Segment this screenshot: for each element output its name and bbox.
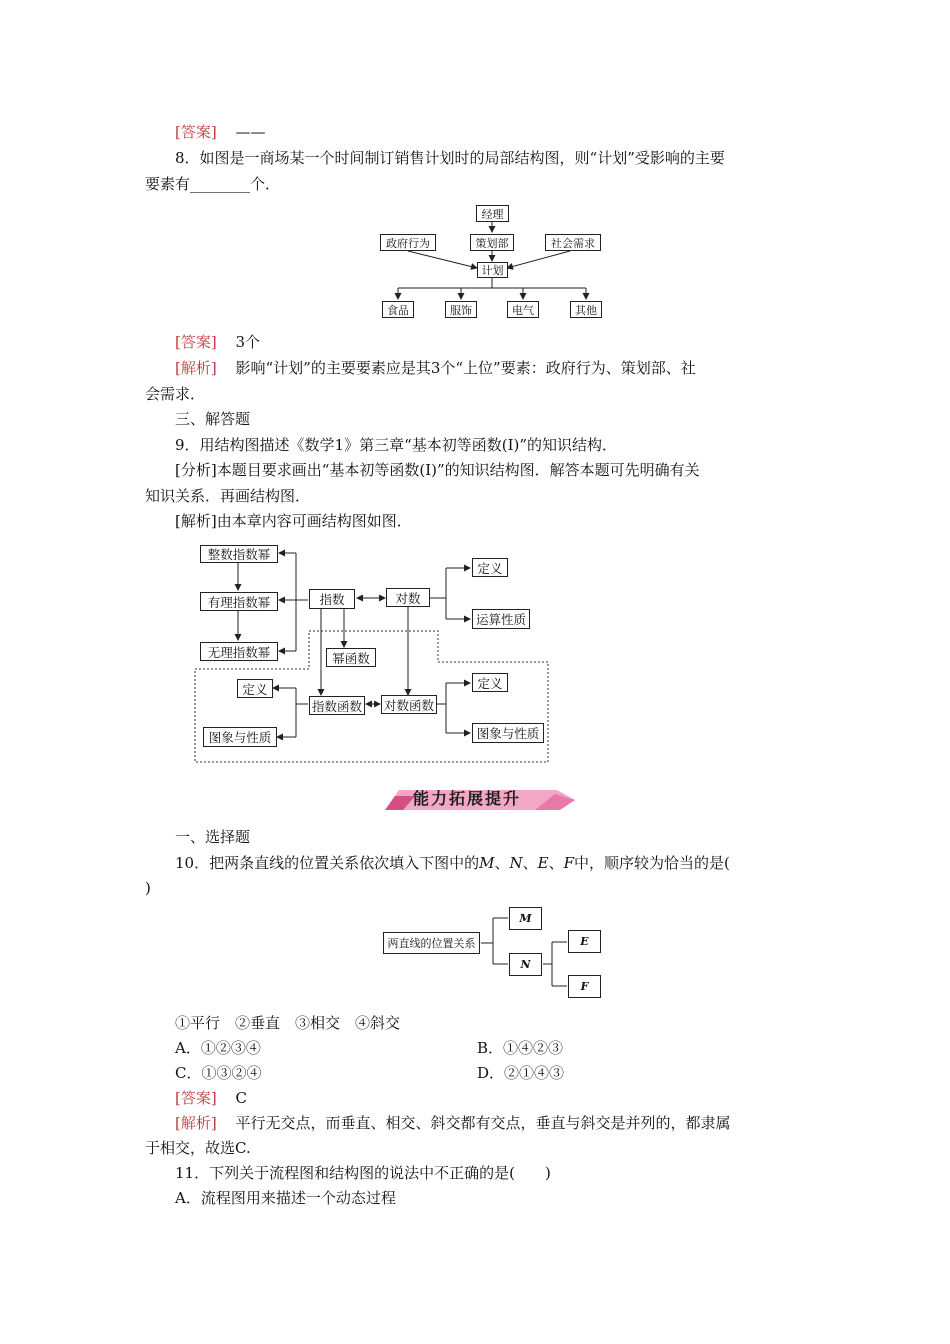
node-youli: 有理指数幂 [200,592,278,611]
q10-option-a: A．①②③④ [175,1039,261,1057]
answer-text: —— [235,123,266,141]
node-jihua: 计划 [477,262,508,278]
node-qita: 其他 [570,301,602,318]
section-3-title: 三、解答题 [175,410,251,428]
q10-option-b: B．①④②③ [477,1039,564,1057]
var-e: E [537,854,549,872]
q9-jiexi-line1: [解析]由本章内容可画结构图如图． [175,512,412,530]
q10-line1-a: 10．把两条直线的位置关系依次填入下图中的 [175,854,480,872]
q10-option-d: D．②①④③ [477,1064,565,1082]
var-m: M [479,854,495,872]
node-f: F [568,975,601,998]
node-shehui: 社会需求 [545,234,601,251]
banner-title: 能力拓展提升 [413,789,522,808]
q10-analysis-row [175,1112,731,1134]
sep: 、 [522,854,538,872]
node-shipin: 食品 [382,301,414,318]
node-tuxiang-left: 图象与性质 [203,727,277,747]
q9-fenxi-line1: [分析]本题目要求画出“基本初等函数(Ⅰ)”的知识结构图．解答本题可先明确有关 [175,461,700,479]
node-e: E [568,930,601,953]
q10-line2: ) [145,879,151,897]
node-zhengfu: 政府行为 [380,234,436,251]
node-m: M [509,907,542,930]
node-duishuhanshu: 对数函数 [381,695,437,714]
var-n: N [509,854,523,872]
node-dingyi-right2: 定义 [472,673,508,692]
analysis-tag: [解析] [175,1114,217,1132]
section-1-title: 一、选择题 [175,828,251,846]
q10-analysis-line2: 于相交，故选C. [145,1139,251,1157]
node-mihanshu: 幂函数 [326,648,376,667]
node-cehuabu: 策划部 [470,234,514,251]
analysis-tag: [解析] [175,359,217,377]
answer-tag: [答案] [175,1089,217,1107]
q11-option-a: A．流程图用来描述一个动态过程 [175,1189,396,1207]
node-tuxiang-right: 图象与性质 [472,723,544,743]
answer-text: 3个 [235,333,261,351]
q9-line1: 9．用结构图描述《数学1》第三章“基本初等函数(Ⅰ)”的知识结构． [175,436,618,454]
node-fushi: 服饰 [445,301,477,318]
node-yunsuan: 运算性质 [472,609,530,629]
node-wuli: 无理指数幂 [200,642,278,661]
analysis-text: 影响“计划”的主要要素应是其3个“上位”要素：政府行为、策划部、社 [235,359,696,377]
q8-line2: 要素有________个． [145,175,281,193]
q11-line1: 11．下列关于流程图和结构图的说法中不正确的是( ) [175,1164,551,1182]
node-n: N [509,953,542,976]
node-zhishuhanshu: 指数函数 [309,696,365,715]
sep: 、 [548,854,564,872]
node-zhishu: 指数 [309,589,355,609]
q10-option-c: C．①③②④ [175,1064,262,1082]
answer-tag: [答案] [175,123,217,141]
answer-text: C [235,1089,247,1107]
q8-analysis-line2: 会需求． [145,385,206,403]
q10-answer-row [175,1087,247,1109]
answer-tag: [答案] [175,333,217,351]
node-duishu: 对数 [386,588,430,607]
node-zhengshu: 整数指数幂 [200,545,278,563]
sep: 、 [494,854,510,872]
q8-line1: 8．如图是一商场某一个时间制订销售计划时的局部结构图，则“计划”受影响的主要 [175,149,725,167]
node-jingli: 经理 [476,205,509,222]
var-f: F [563,854,574,872]
q10-line1-b: 中，顺序较为恰当的是( [574,854,730,872]
analysis-text: 平行无交点，而垂直、相交、斜交都有交点，垂直与斜交是并列的，都隶属 [235,1114,731,1132]
q10-items: ①平行 ②垂直 ③相交 ④斜交 [175,1014,401,1032]
node-dingyi-left: 定义 [237,679,273,698]
node-dingyi-right: 定义 [472,558,508,577]
node-dianqi: 电气 [507,301,539,318]
q9-fenxi-line2: 知识关系．再画结构图． [145,487,311,505]
node-root: 两直线的位置关系 [383,932,480,954]
